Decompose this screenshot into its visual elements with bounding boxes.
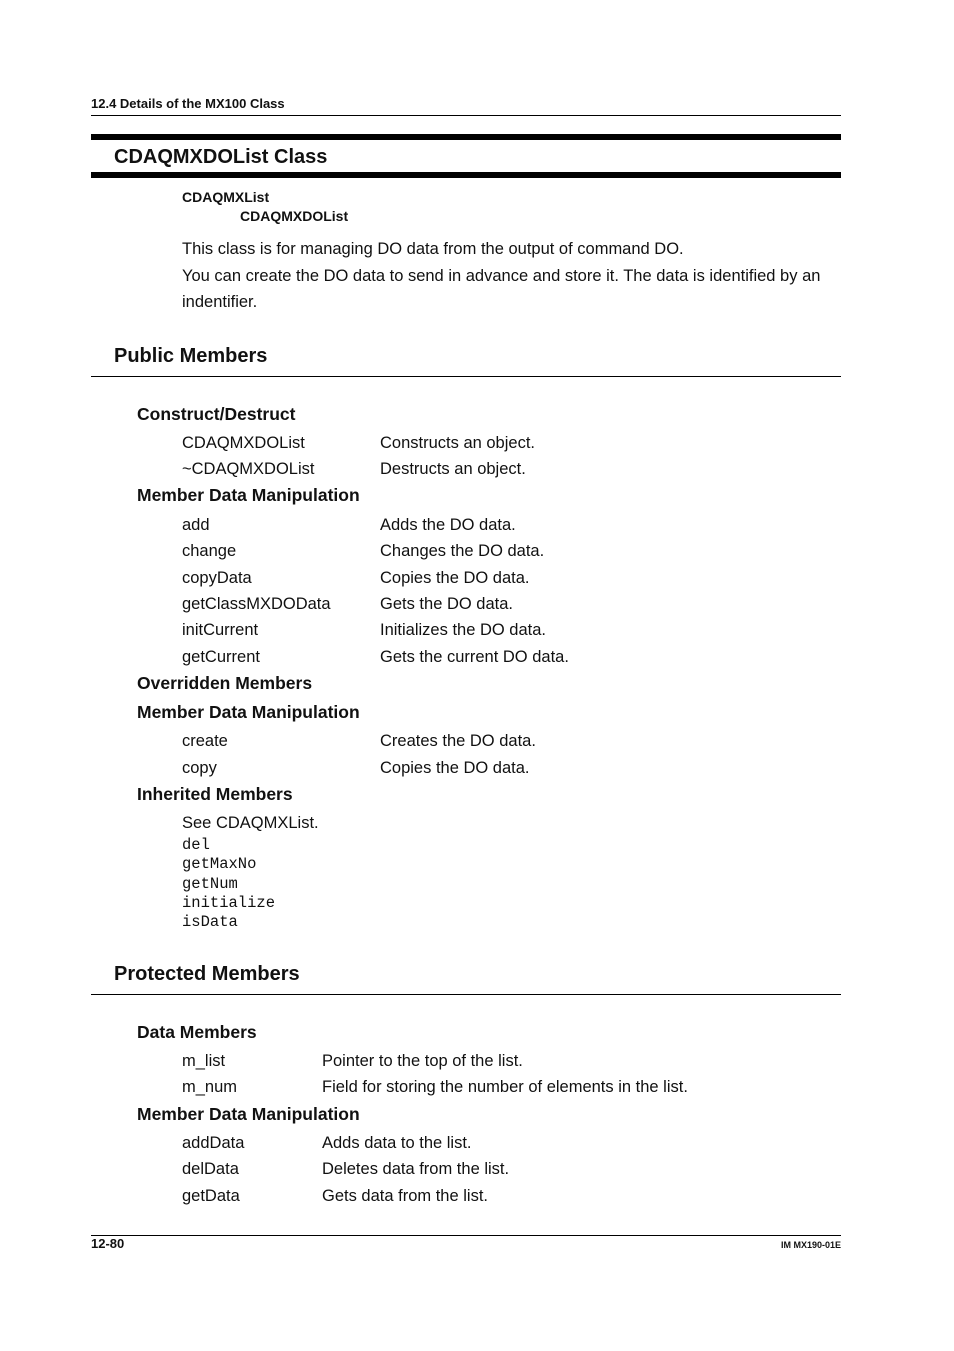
page-number: 12-80 <box>91 1236 125 1251</box>
member-row <box>182 565 530 591</box>
member-row <box>182 1183 488 1209</box>
member-desc: Copies the DO data. <box>380 759 530 777</box>
member-row <box>182 728 536 754</box>
code-item: getNum <box>182 874 238 893</box>
member-desc: Field for storing the number of elements in the list. <box>322 1078 688 1096</box>
member-desc: Copies the DO data. <box>380 569 530 587</box>
member-row <box>182 591 513 617</box>
member-name: add <box>182 516 210 534</box>
member-row <box>182 456 526 482</box>
protected-members-heading: Protected Members <box>114 963 300 985</box>
member-desc: Gets the DO data. <box>380 595 513 613</box>
member-name: delData <box>182 1160 239 1178</box>
member-row <box>182 1130 472 1156</box>
code-item: isData <box>182 913 238 932</box>
member-desc: Creates the DO data. <box>380 732 536 750</box>
member-name: change <box>182 542 237 560</box>
member-row <box>182 430 535 456</box>
member-desc: Constructs an object. <box>380 434 535 452</box>
member-name: ~CDAQMXDOList <box>182 460 315 478</box>
member-desc: Adds the DO data. <box>380 516 516 534</box>
data-members-heading: Data Members <box>137 1022 257 1042</box>
manipulation-heading: Member Data Manipulation <box>137 485 360 505</box>
member-row <box>182 755 530 781</box>
member-name: getData <box>182 1187 240 1205</box>
intro-line: You can create the DO data to send in advance and store it. The data is identified by an indentifier. <box>182 266 821 311</box>
member-name: addData <box>182 1134 245 1152</box>
member-desc: Initializes the DO data. <box>380 621 546 639</box>
member-row <box>182 1074 688 1100</box>
member-name: getClassMXDOData <box>182 595 331 613</box>
intro-line: This class is for managing DO data from the output of command DO. <box>182 240 684 258</box>
code-item: initialize <box>182 893 276 912</box>
member-desc: Adds data to the list. <box>322 1134 472 1152</box>
member-row <box>182 1048 523 1074</box>
inherited-code-list <box>182 836 275 932</box>
member-row <box>182 538 545 564</box>
member-desc: Deletes data from the list. <box>322 1160 510 1178</box>
public-members-heading: Public Members <box>114 345 268 367</box>
document-id: IM MX190-01E <box>780 1240 841 1250</box>
code-item: del <box>182 836 210 854</box>
member-name: copyData <box>182 569 252 587</box>
protected-manipulation-heading: Member Data Manipulation <box>137 1104 360 1124</box>
member-name: m_num <box>182 1078 238 1096</box>
inheritance-child: CDAQMXDOList <box>240 208 349 224</box>
member-name: create <box>182 732 228 750</box>
member-name: m_list <box>182 1052 226 1070</box>
inherited-see-text: See CDAQMXList. <box>182 814 319 832</box>
member-desc: Gets data from the list. <box>322 1187 488 1205</box>
member-desc: Gets the current DO data. <box>380 648 569 666</box>
intro-paragraph <box>182 236 832 316</box>
public-members-rule <box>91 376 841 377</box>
title-top-bar <box>91 134 841 140</box>
page-title: CDAQMXDOList Class <box>114 146 328 168</box>
protected-members-rule <box>91 994 841 995</box>
member-row <box>182 1156 510 1182</box>
construct-heading: Construct/Destruct <box>137 404 296 424</box>
member-name: getCurrent <box>182 648 260 666</box>
header-rule <box>91 115 841 116</box>
member-name: initCurrent <box>182 621 259 639</box>
running-header: 12.4 Details of the MX100 Class <box>91 96 285 111</box>
member-name: copy <box>182 759 217 777</box>
member-row <box>182 617 546 643</box>
title-bottom-bar <box>91 172 841 178</box>
member-row <box>182 512 516 538</box>
member-desc: Changes the DO data. <box>380 542 545 560</box>
footer-rule <box>91 1235 841 1236</box>
member-name: CDAQMXDOList <box>182 434 305 452</box>
member-desc: Pointer to the top of the list. <box>322 1052 523 1070</box>
inherited-see <box>182 810 319 836</box>
member-row <box>182 644 569 670</box>
code-item: getMaxNo <box>182 855 257 874</box>
inheritance-parent: CDAQMXList <box>182 189 270 205</box>
inherited-heading: Inherited Members <box>137 784 293 804</box>
overridden-subheading: Member Data Manipulation <box>137 702 360 722</box>
member-desc: Destructs an object. <box>380 460 526 478</box>
overridden-heading: Overridden Members <box>137 673 313 693</box>
